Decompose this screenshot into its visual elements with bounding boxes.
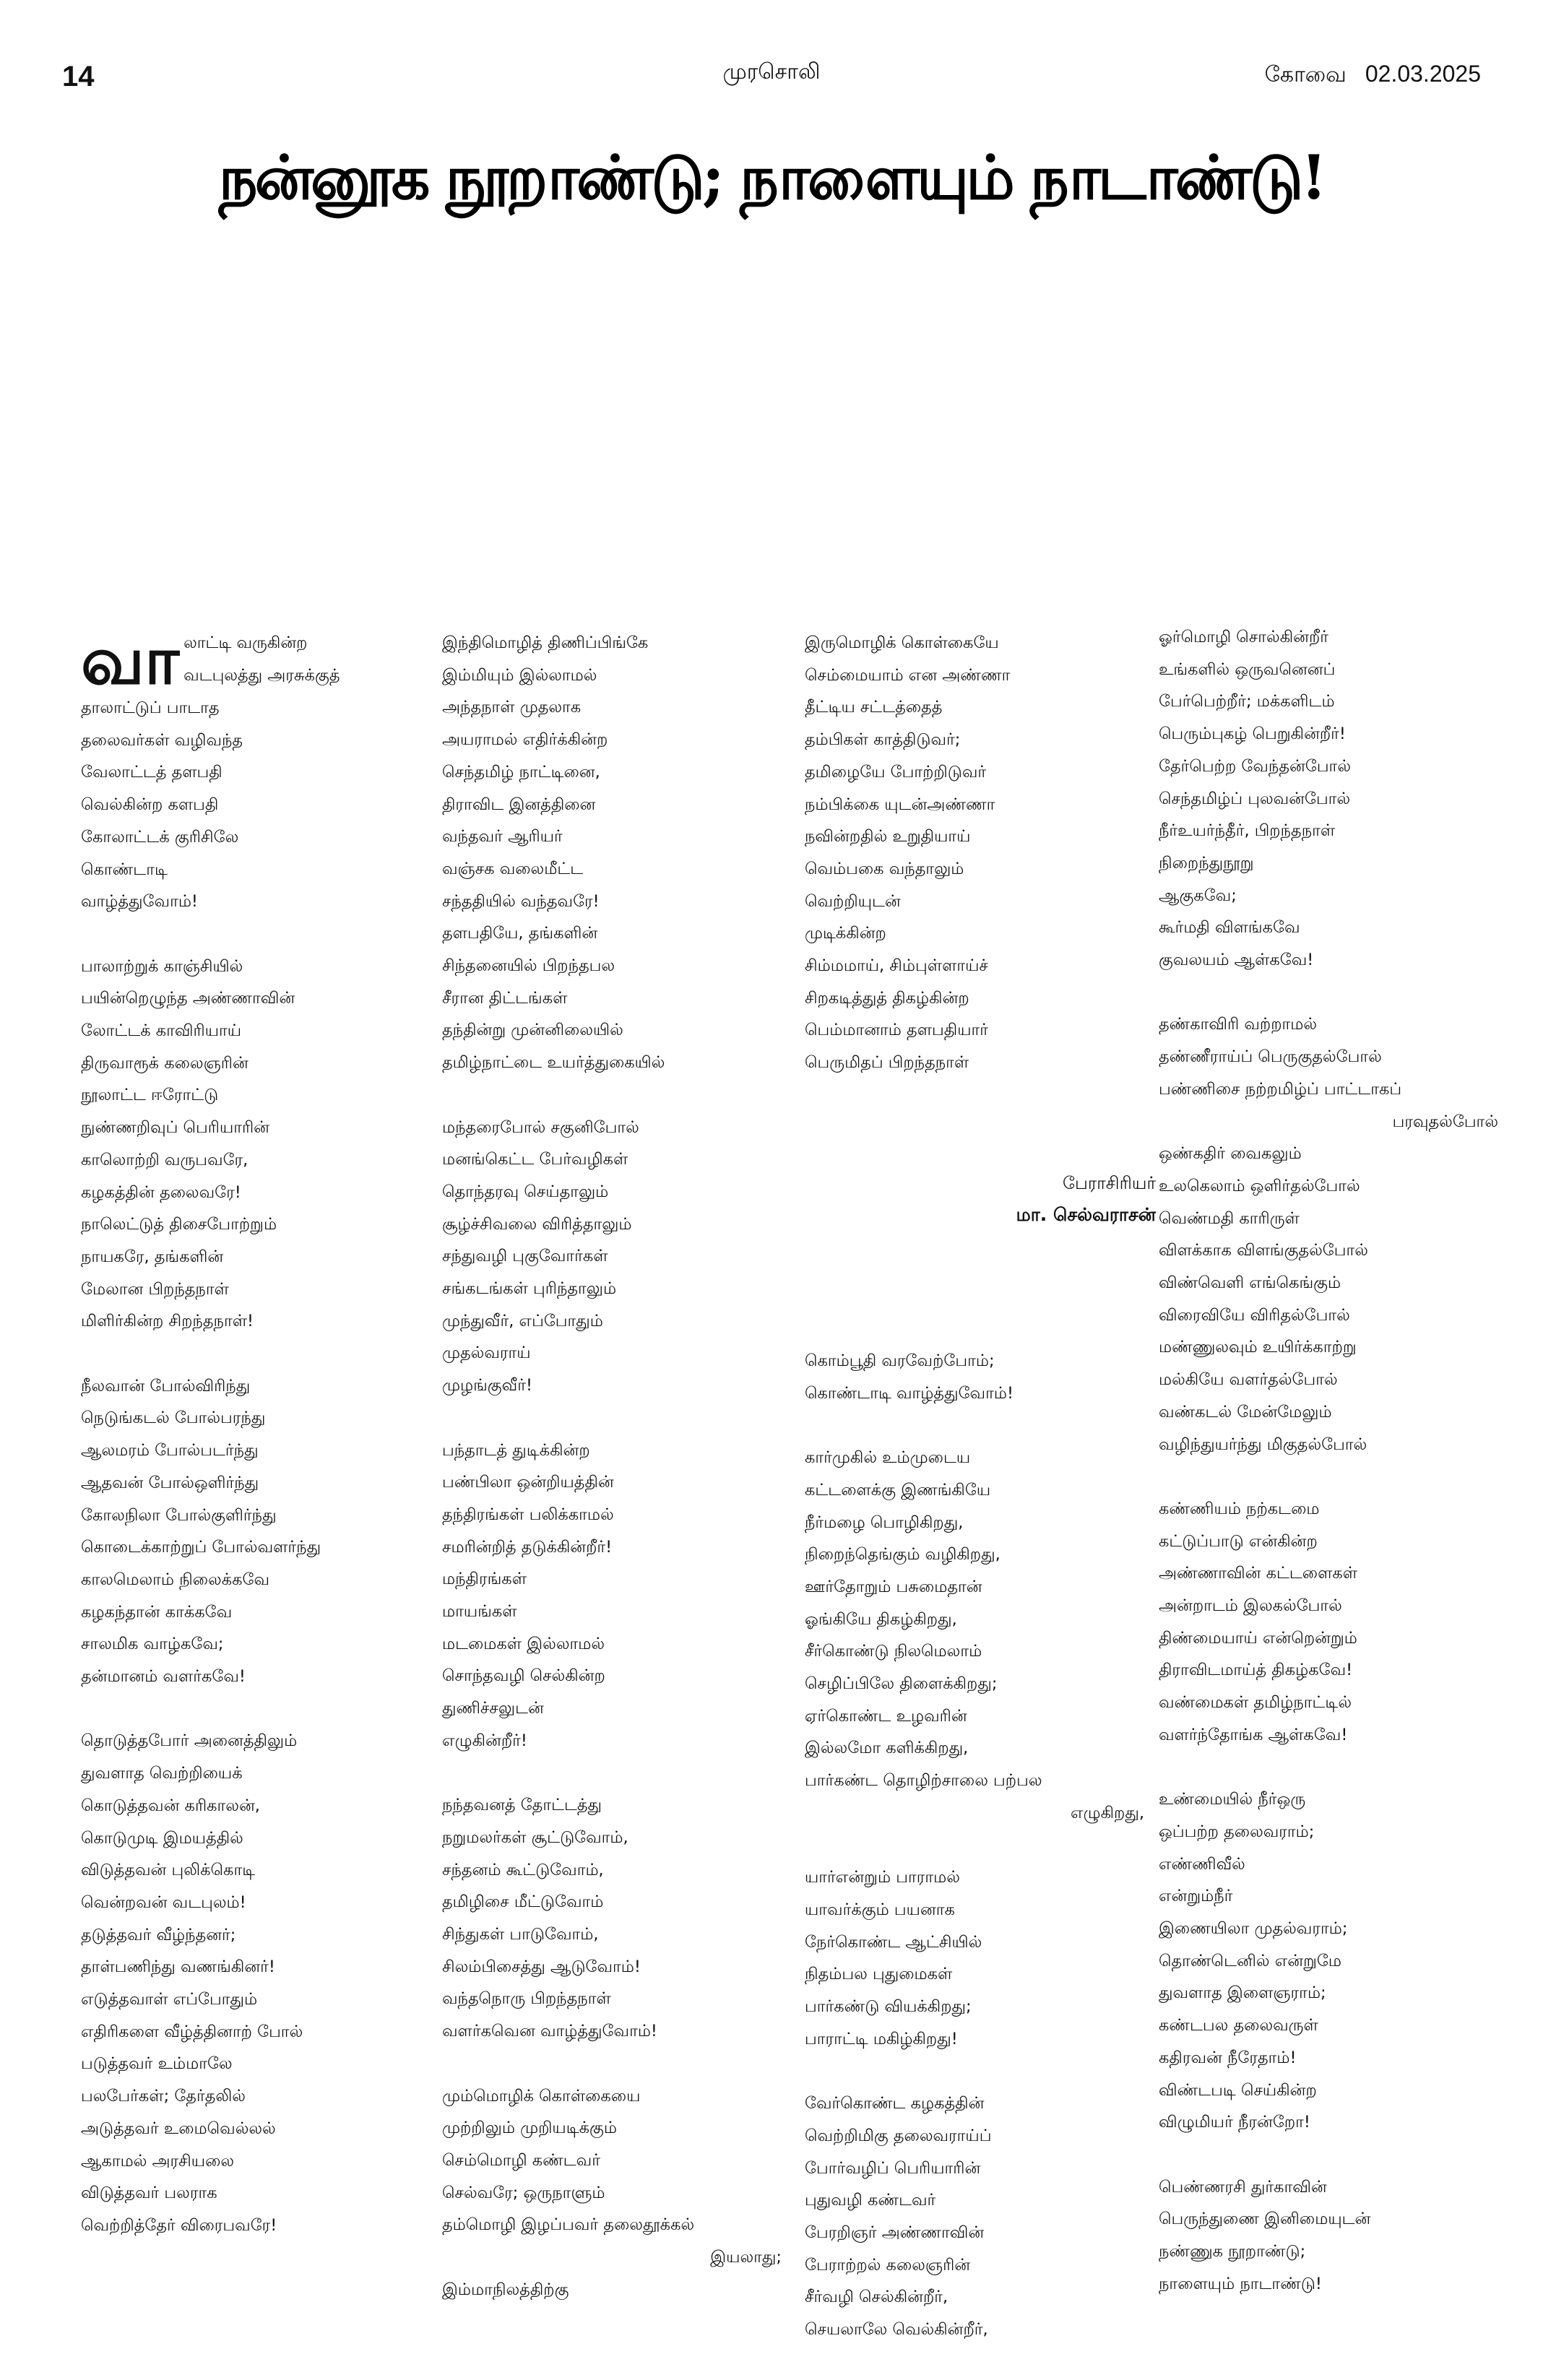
poem-line: வழிந்துயர்ந்து மிகுதல்போல் (1159, 1435, 1367, 1454)
poem-line: பலபேர்கள்; தேர்தலில் (81, 2087, 246, 2106)
poem-line: மனங்கெட்ட பேர்வழிகள் (442, 1150, 628, 1169)
poem-line: கண்ணியம் நற்கடமை (1159, 1499, 1320, 1518)
poem-line: பெண்ணரசி துர்காவின் (1159, 2177, 1327, 2197)
poem-line: மண்ணுலவும் உயிர்க்காற்று (1159, 1338, 1357, 1357)
poem-line: ஆகாமல் அரசியலை (81, 2151, 235, 2171)
poem-line: அண்ணாவின் கட்டளைகள் (1159, 1564, 1358, 1583)
poem-line: காலொற்றி வருபவரே, (81, 1150, 248, 1169)
poem-line: சமரின்றித் தடுக்கின்றீர்! (442, 1537, 613, 1557)
poem-line: ஆலமரம் போல்படர்ந்து (81, 1441, 259, 1461)
poem-line: ஓங்கியே திகழ்கிறது, (805, 1609, 957, 1629)
poem-line: அன்றாடம் இலகல்போல் (1159, 1596, 1342, 1616)
poem-line: தொந்தரவு செய்தாலும் (442, 1182, 609, 1201)
poem-line: பேராற்றல் கலைஞரின் (805, 2255, 971, 2275)
poem-line: சீர்வழி செல்கின்றீர், (805, 2288, 948, 2307)
poem-line: முந்துவீர், எப்போதும் (442, 1311, 603, 1330)
stanza-gap (442, 1757, 782, 1790)
poem-line: பார்கண்ட தொழிற்சாலை பற்பல (805, 1771, 1042, 1791)
poem-line: விளக்காக விளங்குதல்போல் (1159, 1241, 1368, 1260)
poem-line: சூழ்ச்சிவலை விரித்தாலும் (442, 1214, 632, 1234)
dateline (1265, 61, 1481, 90)
poem-line: தந்தின்று முன்னிலையில் (442, 1021, 623, 1040)
poem-line: மேலான பிறந்தநாள் (81, 1279, 229, 1299)
poem-line: வளர்ந்தோங்க ஆள்கவே! (1159, 1725, 1348, 1744)
stanza-gap (805, 1409, 1144, 1442)
poem-line: ஆகுகவே; (1159, 886, 1237, 905)
poem-line: தம்பிகள் காத்திடுவர்; (805, 730, 961, 750)
column-3b-lines (805, 1345, 1144, 2346)
dropcap: வா (81, 627, 177, 692)
poem-line: எதிரிகளை வீழ்த்தினாற் போல் (81, 2022, 303, 2041)
poem-line: திராவிட இனத்தினை (442, 795, 596, 814)
poem-line: தளபதியே, தங்களின் (442, 924, 598, 943)
poem-line: பயின்றெழுந்த அண்ணாவின் (81, 989, 295, 1008)
poem-line: தலைவர்கள் வழிவந்த (81, 730, 243, 750)
poem-line: கொம்பூதி வரவேற்போம்; (805, 1351, 995, 1370)
poem-line: வளர்கவென வாழ்த்துவோம்! (442, 2022, 657, 2041)
poem-column-2 (442, 627, 782, 2306)
poem-line: தடுத்தவர் வீழ்ந்தனர்; (81, 1925, 236, 1944)
poem-line: தம்மொழி இழப்பவர் தலைதூக்கல் (442, 2215, 695, 2235)
poem-line: மல்கியே வளர்தல்போல் (1159, 1370, 1338, 1390)
page-header (0, 56, 1543, 100)
poem-line: இம்மியும் இல்லாமல் (442, 665, 597, 685)
poem-line: பெருமிதப் பிறந்தநாள் (805, 1053, 969, 1073)
poem-line: நெடுங்கடல் போல்பரந்து (81, 1408, 266, 1428)
poem-line: கார்முகில் உம்முடைய (805, 1448, 971, 1468)
stanza-gap (442, 2048, 782, 2080)
poem-line: முடிக்கின்ற (805, 924, 886, 943)
poem-line: நந்தவனத் தோட்டத்து (442, 1796, 602, 1815)
poem-line: கொண்டாடி (81, 860, 168, 879)
poem-line: வேலாட்டத் தளபதி (81, 763, 222, 782)
poem-line: யாவர்க்கும் பயனாக (805, 1900, 955, 1919)
poem-line: தொண்டெனில் என்றுமே (1159, 1951, 1341, 1970)
poem-line: போர்வழிப் பெரியாரின் (805, 2158, 981, 2178)
poem-line: வண்மைகள் தமிழ்நாட்டில் (1159, 1693, 1352, 1713)
poem-line: ஆதவன் போல்ஒளிர்ந்து (81, 1473, 259, 1492)
poem-line: மாயங்கள் (442, 1602, 517, 1622)
poem-line: வென்றவன் வடபுலம்! (81, 1892, 246, 1912)
poem-line: தீட்டிய சட்டத்தைத் (805, 698, 943, 717)
poem-line: முழங்குவீர்! (442, 1376, 532, 1395)
poem-line: வடபுலத்து அரசுக்குத் (183, 665, 340, 685)
poem-line: நாளையும் நாடாண்டு! (1159, 2274, 1322, 2293)
poem-line: நிதம்பல புதுமைகள் (805, 1965, 953, 1984)
poem-line: பண்ணிசை நற்றமிழ்ப் பாட்டாகப் (1159, 1079, 1402, 1099)
poem-line: பாலாற்றுக் காஞ்சியில் (81, 956, 243, 976)
poem-line: விண்வெளி எங்கெங்கும் (1159, 1273, 1341, 1293)
poem-line: எடுத்தவாள் எப்போதும் (81, 1990, 258, 2009)
poem-line: உங்களில் ஒருவனெனப் (1159, 659, 1336, 679)
poem-line: வண்கடல் மேன்மேலும் (1159, 1402, 1332, 1421)
poem-line: லாட்டி வருகின்ற (183, 633, 308, 652)
page-number: 14 (62, 61, 95, 92)
poem-column-4 (1159, 621, 1498, 2301)
poem-line: பேரறிஞர் அண்ணாவின் (805, 2223, 985, 2242)
poem-line: அந்தநாள் முதலாக (442, 698, 582, 717)
poem-line: கதிரவன் நீரேதாம்! (1159, 2048, 1297, 2067)
poem-line: நாலெட்டுத் திசைபோற்றும் (81, 1215, 277, 1234)
poem-line: நீர்மழை பொழிகிறது, (805, 1513, 964, 1532)
poem-line: கொடுமுடி இமயத்தில் (81, 1828, 243, 1848)
poem-line: சந்தனம் கூட்டுவோம், (442, 1860, 604, 1879)
poem-line: பண்பிலா ஒன்றியத்தின் (442, 1473, 614, 1492)
poem-line: கோலாட்டக் குரிசிலே (81, 827, 239, 847)
poem-line: பரவுதல்போல் (1392, 1112, 1498, 1131)
poem-line: செந்தமிழ்ப் புலவன்போல் (1159, 789, 1351, 808)
poem-line: முற்றிலும் முறியடிக்கும் (442, 2119, 617, 2138)
poem-line: கண்டபல தலைவருள் (1159, 2016, 1318, 2035)
poem-line: துவளாத இளைஞராம்; (1159, 1983, 1326, 2003)
poem-line: விடுத்தவர் பலராக (81, 2184, 217, 2203)
poem-line: தொடுத்தபோர் அனைத்திலும் (81, 1731, 298, 1751)
poem-line: யார்என்றும் பாராமல் (805, 1868, 960, 1887)
poem-column-1 (81, 627, 420, 2242)
poem-line: இம்மாநிலத்திற்கு (442, 2280, 569, 2299)
poem-line: என்றும்நீர் (1159, 1887, 1233, 1906)
poem-line: மும்மொழிக் கொள்கையை (442, 2086, 641, 2106)
poem-line: நவின்றதில் உறுதியாய் (805, 827, 971, 847)
poem-line: இணையிலா முதல்வராம்; (1159, 1919, 1348, 1939)
poem-line: வந்தவர் ஆரியர் (442, 827, 563, 847)
poem-line: செல்வரே; ஒருநாளும் (442, 2183, 605, 2202)
poem-line: சிந்துகள் பாடுவோம், (442, 1925, 599, 1944)
poem-line: தண்ணீராய்ப் பெருகுதல்போல் (1159, 1047, 1382, 1067)
poem-line: சிலம்பிசைத்து ஆடுவோம்! (442, 1957, 641, 1976)
poem-line: முதல்வராய் (442, 1343, 531, 1363)
stanza-gap (1159, 1752, 1498, 1784)
poem-line: தாலாட்டுப் பாடாத (81, 698, 220, 717)
poem-line: தந்திரங்கள் பலிக்காமல் (442, 1505, 614, 1524)
author-name: மா. செல்வராசன் (1016, 1204, 1156, 1225)
poem-line: கூர்மதி விளங்கவே (1159, 918, 1300, 938)
poem-line: சொந்தவழி செல்கின்ற (442, 1666, 605, 1686)
poem-line: கட்டுப்பாடு என்கின்ற (1159, 1531, 1318, 1551)
poem-line: வேர்கொண்ட கழகத்தின் (805, 2094, 985, 2113)
poem-line: தமிழ்நாட்டை உயர்த்துகையில் (442, 1053, 665, 1073)
poem-line: சந்துவழி புகுவோர்கள் (442, 1247, 608, 1266)
poem-line: தமிழையே போற்றிடுவர் (805, 762, 987, 782)
stanza-gap (1159, 1461, 1498, 1493)
poem-line: சந்ததியில் வந்தவரே! (442, 891, 600, 911)
poem-line: நண்ணுக நூறாண்டு; (1159, 2242, 1306, 2262)
poem-line: செழிப்பிலே திளைக்கிறது; (805, 1674, 998, 1694)
stanza-gap (1159, 2139, 1498, 2171)
poem-line: செம்மையாம் என அண்ணா (805, 665, 1011, 685)
poem-line: தன்மானம் வளர்கவே! (81, 1667, 246, 1687)
poem-line: கொடுத்தவன் கரிகாலன், (81, 1796, 260, 1815)
stanza-gap (442, 1402, 782, 1435)
poem-line: செந்தமிழ் நாட்டினை, (442, 762, 600, 782)
stanza-gap (81, 918, 420, 951)
poem-line: திண்மையாய் என்றென்றும் (1159, 1628, 1357, 1648)
poem-line: இல்லமோ களிக்கிறது, (805, 1739, 969, 1758)
poem-line: லோட்டக் காவிரியாய் (81, 1021, 242, 1041)
poem-line: விடுத்தவன் புலிக்கொடி (81, 1861, 256, 1880)
author-title: பேராசிரியர் (1062, 1173, 1156, 1193)
poem-line: பேர்பெற்றீர்; மக்களிடம் (1159, 692, 1335, 711)
poem-line: படுத்தவர் உம்மாலே (81, 2054, 233, 2074)
poem-line: சிந்தனையில் பிறந்தபல (442, 956, 615, 976)
poem-line: எழுகின்றீர்! (442, 1731, 527, 1750)
column-3-lines (805, 627, 1144, 1079)
poem-line: திருவாரூக் கலைஞரின் (81, 1053, 248, 1073)
poem-line: தமிழிசை மீட்டுவோம் (442, 1892, 604, 1912)
poem-line: அயராமல் எதிர்க்கின்ற (442, 730, 608, 750)
poem-line: செயலாலே வெல்கின்றீர், (805, 2320, 988, 2340)
poem-line: இயலாது; (710, 2248, 782, 2267)
poem-line: குவலயம் ஆள்கவே! (1159, 951, 1314, 970)
poem-line: நாயகரே, தங்களின் (81, 1247, 224, 1266)
stanza-gap (81, 1693, 420, 1726)
poem-line: வெம்பகை வந்தாலும் (805, 859, 964, 878)
poem-line: உண்மையில் நீர்ஒரு (1159, 1790, 1306, 1809)
poem-line: தேர்பெற்ற வேந்தன்போல் (1159, 756, 1351, 776)
poem-line: விழுமியர் நீரன்றோ! (1159, 2113, 1310, 2132)
poem-line: கொடைக்காற்றுப் போல்வளர்ந்து (81, 1538, 321, 1557)
headline: நன்னூக நூறாண்டு; நாளையும் நாடாண்டு! (218, 142, 1325, 213)
poem-line: கழகத்தின் தலைவரே! (81, 1182, 241, 1202)
poem-line: பார்கண்டு வியக்கிறது; (805, 1997, 972, 2017)
stanza-gap (805, 1830, 1144, 1862)
poem-line: நிறைந்தெங்கும் வழிகிறது, (805, 1545, 1000, 1565)
poem-line: மந்தரைபோல் சகுனிபோல் (442, 1117, 639, 1137)
poem-line: ஊர்தோறும் பசுமைதான் (805, 1577, 982, 1596)
poem-line: ஒண்கதிர் வைகலும் (1159, 1144, 1302, 1164)
poem-line: பாராட்டி மகிழ்கிறது! (805, 2029, 958, 2048)
poem-line: நிறைந்துநூறு (1159, 853, 1254, 873)
poem-line: சாலமிக வாழ்கவே; (81, 1635, 224, 1654)
poem-line: தாள்பணிந்து வணங்கினர்! (81, 1957, 275, 1977)
column-4-lines (1159, 621, 1498, 2301)
poem-line: இந்திமொழித் திணிப்பிங்கே (442, 633, 649, 652)
poem-line: தண்காவிரி வற்றாமல் (1159, 1015, 1318, 1034)
poem-line: ஏர்கொண்ட உழவரின் (805, 1706, 967, 1726)
edition-date: 02.03.2025 (1365, 61, 1481, 87)
poem-line: வெற்றித்தேர் விரைபவரே! (81, 2216, 277, 2235)
poem-line: மிளிர்கின்ற சிறந்தநாள்! (81, 1312, 254, 1331)
poem-line: வந்தநொரு பிறந்தநாள் (442, 1989, 611, 2009)
poem-line: திராவிடமாய்த் திகழ்கவே! (1159, 1661, 1353, 1680)
poem-line: நீலவான் போல்விரிந்து (81, 1376, 251, 1395)
poem-line: நம்பிக்கை யுடன்அண்ணா (805, 795, 995, 814)
poem-line: காலமெலாம் நிலைக்கவே (81, 1570, 270, 1589)
poem-line: எண்ணிவீல் (1159, 1854, 1245, 1874)
poem-line: சீரான திட்டங்கள் (442, 988, 568, 1008)
poem-line: சீர்கொண்டு நிலமெலாம் (805, 1642, 982, 1661)
edition-city: கோவை (1264, 62, 1347, 87)
poem-line: சிறகடித்துத் திகழ்கின்ற (805, 988, 969, 1008)
poem-line: அடுத்தவர் உமைவெல்லல் (81, 2119, 276, 2138)
stanza-gap (805, 2055, 1144, 2087)
poem-line: பந்தாடத் துடிக்கின்ற (442, 1440, 590, 1460)
stanza-gap (1159, 977, 1498, 1009)
poem-line: நீர்உயர்ந்தீர், பிறந்தநாள் (1159, 821, 1336, 841)
newspaper-name: முரசொலி (722, 59, 821, 85)
poem-line: விரைவியே விரிதல்போல் (1159, 1305, 1350, 1325)
poem-line: இருமொழிக் கொள்கையே (805, 633, 999, 652)
poem-line: துவளாத வெற்றியைக் (81, 1764, 243, 1783)
poem-line: வாழ்த்துவோம்! (81, 892, 198, 912)
poem-line: கொண்டாடி வாழ்த்துவோம்! (805, 1383, 1013, 1403)
poem-line: நுண்ணறிவுப் பெரியாரின் (81, 1118, 270, 1138)
stanza-gap (81, 1338, 420, 1370)
poem-opening (81, 627, 420, 692)
poem-line: ஒப்பற்ற தலைவராம்; (1159, 1822, 1315, 1841)
poem-line: வெல்கின்ற களபதி (81, 795, 219, 815)
author-byline (939, 1167, 1156, 1231)
poem-line: மடமைகள் இல்லாமல் (442, 1634, 605, 1653)
stanza-gap (442, 1079, 782, 1112)
poem-line: உலகெலாம் ஒளிர்தல்போல் (1159, 1176, 1360, 1195)
poem-line: பெம்மானாம் தளபதியார் (805, 1021, 988, 1040)
poem-line: பெருந்துணை இனிமையுடன் (1159, 2210, 1371, 2229)
poem-line: நறுமலர்கள் சூட்டுவோம், (442, 1827, 628, 1847)
poem-line: சங்கடங்கள் புரிந்தாலும் (442, 1279, 617, 1299)
poem-line: சிம்மமாய், சிம்புள்ளாய்ச் (805, 956, 988, 976)
poem-line: புதுவழி கண்டவர் (805, 2191, 936, 2210)
column-2-lines (442, 627, 782, 2306)
poem-line: கழகந்தான் காக்கவே (81, 1602, 233, 1622)
poem-line: வெண்மதி காரிருள் (1159, 1208, 1300, 1228)
poem-line: விண்டபடி செய்கின்ற (1159, 2080, 1317, 2100)
poem-line: பெரும்புகழ் பெறுகின்றீர்! (1159, 724, 1346, 744)
poem-line: எழுகிறது, (1070, 1803, 1144, 1822)
poem-line: வஞ்சக வலைமீட்ட (442, 859, 584, 878)
poem-line: கோலநிலா போல்குளிர்ந்து (81, 1505, 277, 1525)
poem-line: மந்திரங்கள் (442, 1570, 527, 1589)
poem-line: நூலாட்ட ஈரோட்டு (81, 1086, 219, 1105)
poem-line: வெற்றிமிகு தலைவராய்ப் (805, 2126, 992, 2145)
column-1-lines (81, 692, 420, 2242)
poem-line: கட்டளைக்கு இணங்கியே (805, 1480, 991, 1500)
poem-column-3 (805, 627, 1144, 1079)
poem-column-3-continued (805, 1345, 1144, 2346)
poem-line: ஓர்மொழி சொல்கின்றீர் (1159, 628, 1328, 646)
poem-line: நேர்கொண்ட ஆட்சியில் (805, 1932, 982, 1952)
poem-line: செம்மொழி கண்டவர் (442, 2150, 600, 2170)
poem-line: துணிச்சலுடன் (442, 1699, 544, 1718)
poem-line: வெற்றியுடன் (805, 891, 901, 911)
